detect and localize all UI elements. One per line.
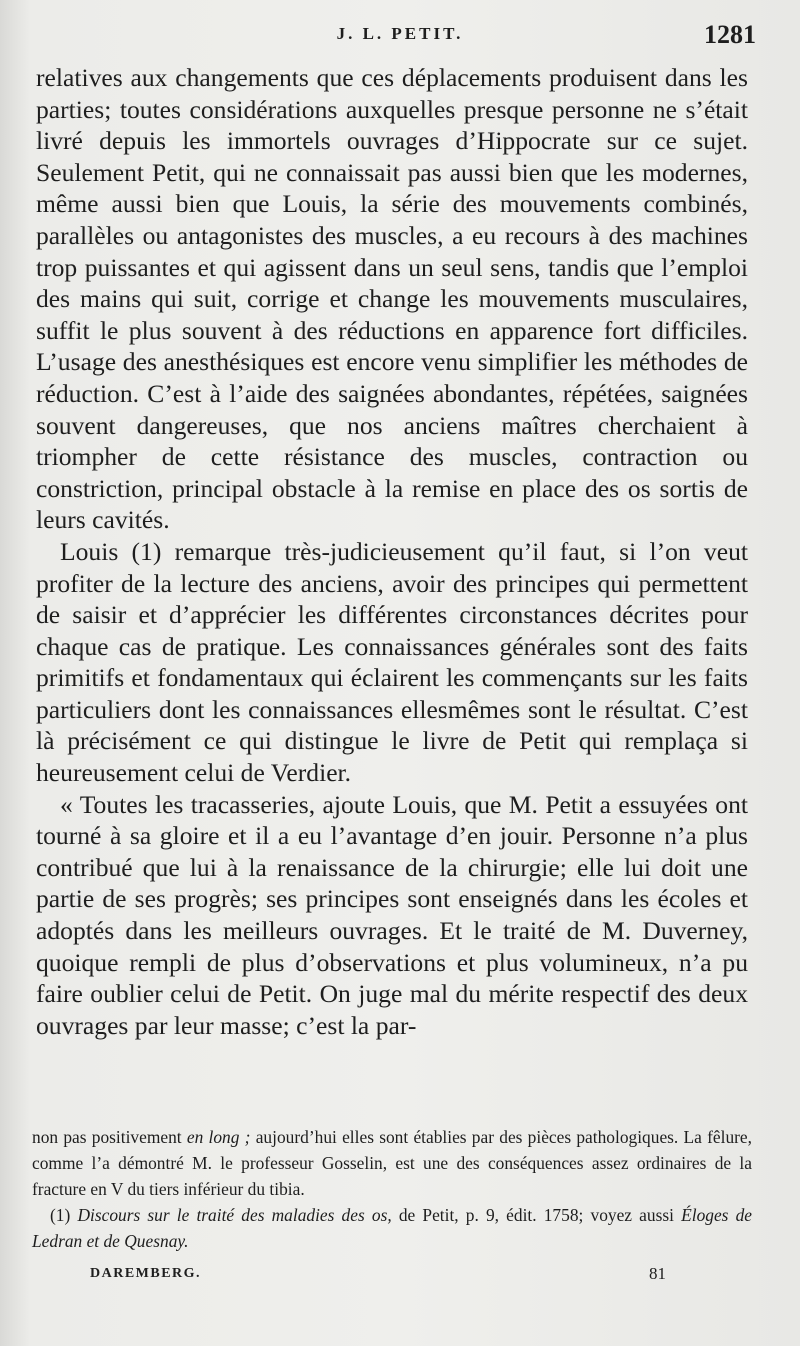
footnote-continued-prefix: non pas positivement: [32, 1127, 187, 1147]
footnote-1-marker: (1): [50, 1205, 78, 1225]
printer-signature: DAREMBERG.: [90, 1266, 202, 1281]
page-header: [0, 20, 800, 60]
page-footer: [0, 1264, 800, 1294]
paragraph-continued: relatives aux changements que ces déplacements produisent dans les parties; toutes considérations auxquelles presque personne ne s’était livré depuis les immortels ouvrages d’Hippocrate sur ce sujet. Seulement Petit, qui ne connaissait pas aussi bien que les modernes, même aussi bien que Louis, la série des mouvements combinés, parallèles ou antagonistes des muscles, a eu recours à des machines trop puissantes et qui agissent dans un seul sens, tandis que l’emploi des mains qui suit, corrige et change les mouvements musculaires, suffit le plus souvent à des réductions en apparence fort difficiles. L’usage des anesthésiques est encore venu simplifier les méthodes de réduction. C’est à l’aide des saignées abondantes, répétées, saignées souvent dangereuses, que nos anciens maîtres cherchaient à triompher de cette résistance des muscles, contraction ou constriction, principal obstacle à la remise en place des os sortis de leurs cavités.: [36, 63, 748, 535]
signature-number: 81: [649, 1264, 666, 1283]
footnote-continued: [32, 1124, 752, 1202]
running-title: J. L. PETIT.: [336, 24, 464, 43]
footnote-1: [32, 1202, 752, 1254]
footnote-1-title-2: Éloges de Ledran et de Quesnay.: [32, 1205, 753, 1251]
paragraph-louis: Louis (1) remarque très-judicieusement qu’il faut, si l’on veut profiter de la lecture des anciens, avoir des principes qui permettent de saisir et d’apprécier les différentes circonstances décrites pour chaque cas de pratique. Les connaissances générales sont des faits primitifs et fondamentaux qui éclairent les commençants sur les faits particuliers dont les connaissances ellesmêmes sont le résultat. C’est là précisément ce qui distingue le livre de Petit qui remplaça si heureusement celui de Verdier.: [36, 536, 748, 788]
main-text: [36, 62, 748, 1041]
footnotes: [32, 1124, 752, 1254]
paragraph-quote: « Toutes les tracasseries, ajoute Louis, que M. Petit a essuyées ont tourné à sa gloire et il a eu l’avantage d’en jouir. Personne n’a plus contribué que lui à la renaissance de la chirurgie; elle lui doit une partie de ses progrès; ses principes sont enseignés dans les écoles et adoptés dans les meilleurs ouvrages. Et le traité de M. Duverney, quoique rempli de plus d’observations et plus volumineux, n’a pu faire oublier celui de Petit. On juge mal du mérite respectif des deux ouvrages par leur masse; c’est la par-: [36, 789, 748, 1040]
footnote-1-text: de Petit, p. 9, édit. 1758; voyez aussi: [391, 1205, 682, 1225]
footnote-1-title: Discours sur le traité des maladies des os,: [77, 1205, 392, 1225]
page-number: 1281: [704, 20, 756, 49]
footnote-continued-italic: en long ;: [186, 1127, 251, 1147]
footnote-continued-text: aujourd’hui elles sont établies par des pièces pathologiques. La fêlure, comme l’a démontré M. le professeur Gosselin, est une des conséquences assez ordinaires de la fracture en V du tiers inférieur du tibia.: [32, 1127, 753, 1199]
